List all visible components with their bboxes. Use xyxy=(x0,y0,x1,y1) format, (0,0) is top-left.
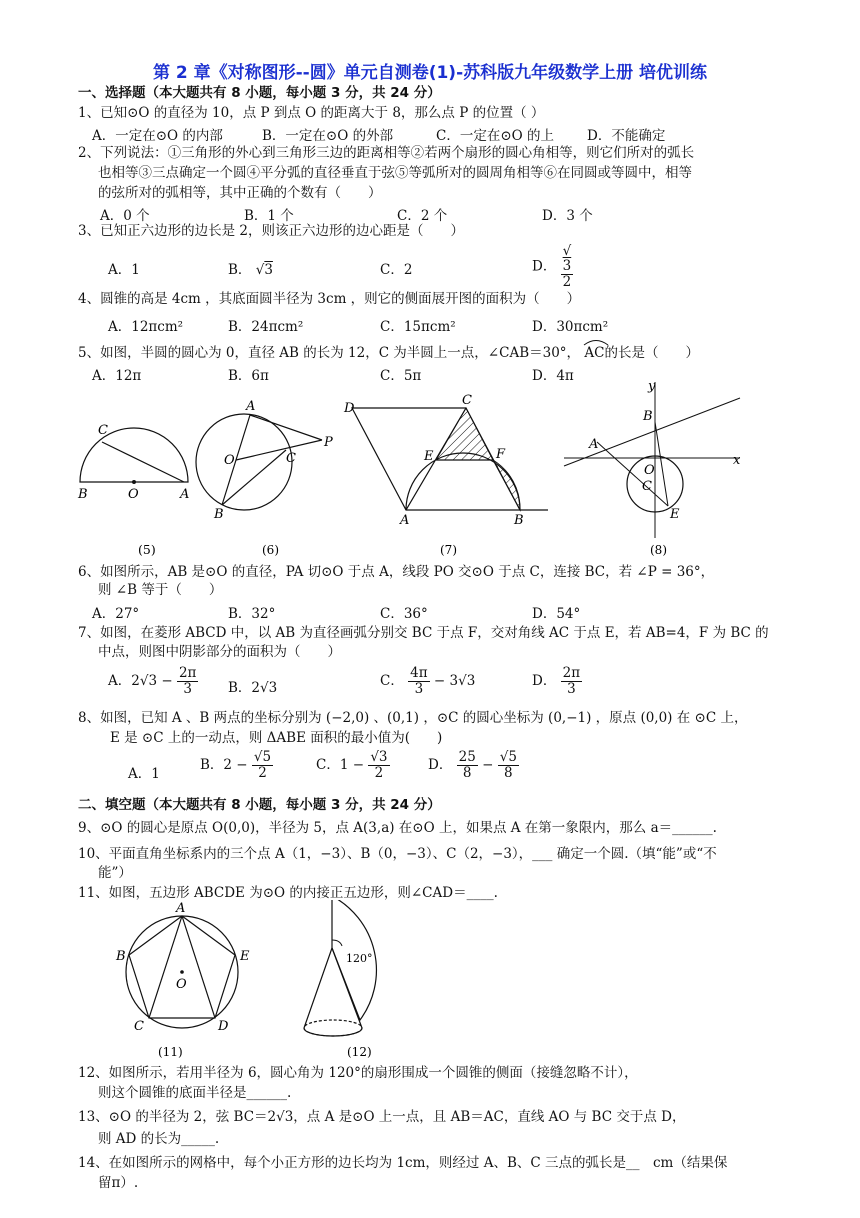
section-heading-fill: 二、填空题（本大题共有 8 小题，每小题 3 分，共 24 分） xyxy=(78,797,441,813)
q5-stem: 5、如图，半圆的圆心为 0，直径 AB 的长为 12，C 为半圆上一点，∠CAB＝30°， AC的长是（ ） xyxy=(78,340,699,362)
q6-option-b: B．32° xyxy=(228,606,276,622)
q1-option-c: C．一定在⊙O 的上 xyxy=(436,128,554,144)
q6-option-d: D．54° xyxy=(532,606,581,622)
q4-stem: 4、圆锥的高是 4cm ，其底面圆半径为 3cm ，则它的侧面展开图的面积为（ ） xyxy=(78,291,581,307)
q8-option-d: D． $\frac{25}{8}$ − $\frac{√5}{8}$ xyxy=(428,749,517,781)
q3-option-d: D． √ 3 2 xyxy=(532,243,572,290)
arc-symbol-icon xyxy=(583,338,609,346)
q6-line2: 则 ∠B 等于（ ） xyxy=(98,582,223,598)
q8-option-c: C．1 − $\frac{√3}{2}$ xyxy=(316,749,388,781)
f8-label-c: C xyxy=(642,479,652,494)
q7-option-a: A．2√3 − $\frac{2\pi}{3}$ xyxy=(108,665,197,697)
q13-line2: 则 AD 的长为_____. xyxy=(98,1131,220,1147)
q7-option-c: C． $\frac{4\pi}{3}$ − 3√3 xyxy=(380,665,476,697)
q8-option-a: A．1 xyxy=(128,766,160,782)
f7-label-a: A xyxy=(400,513,410,528)
q5-option-a: A．12π xyxy=(92,368,142,384)
f11-label-c: C xyxy=(134,1019,144,1034)
f6-label-a: A xyxy=(246,399,256,414)
f11-label-e: E xyxy=(240,949,250,964)
f7-label-b: B xyxy=(514,513,524,528)
q14-line1: 14、在如图所示的网格中，每个小正方形的边长均为 1cm，则经过 A、B、C 三点的弧长是__ cm（结果保 xyxy=(78,1155,728,1171)
q7-option-d: D． $\frac{2\pi}{3}$ xyxy=(532,665,581,697)
q12-line2: 则这个圆锥的底面半径是______. xyxy=(98,1085,292,1101)
figure-8 xyxy=(564,379,741,538)
f5-label-b: B xyxy=(78,487,88,502)
q14-line2: 留π）. xyxy=(98,1175,139,1191)
f6-label-b: B xyxy=(214,507,224,522)
q8-option-b: B．2 − $\frac{√5}{2}$ xyxy=(200,749,272,781)
q6-line1: 6、如图所示，AB 是⊙O 的直径，PA 切⊙O 于点 A，线段 PO 交⊙O 于点 C，连接 BC，若 ∠P = 36°， xyxy=(78,564,715,580)
q12-line1: 12、如图所示，若用半径为 6，圆心角为 120°的扇形围成一个圆锥的侧面（接缝忽略不计）， xyxy=(78,1065,638,1081)
f8-label-y: y xyxy=(648,379,656,394)
f12-caption: (12) xyxy=(347,1045,372,1059)
q2-option-b: B．1 个 xyxy=(244,208,294,224)
q4-option-b: B．24πcm² xyxy=(228,319,304,335)
q2-option-c: C．2 个 xyxy=(397,208,448,224)
q4-option-c: C．15πcm² xyxy=(380,319,456,335)
f8-label-o: O xyxy=(644,463,655,478)
section-heading-choice: 一、选择题（本大题共有 8 小题，每小题 3 分，共 24 分） xyxy=(78,85,441,101)
figure-11 xyxy=(115,901,250,1034)
q6-option-c: C．36° xyxy=(380,606,428,622)
f8-label-x: x xyxy=(733,453,741,468)
figure-5 xyxy=(77,423,189,502)
f5-label-o: O xyxy=(128,487,139,502)
q5-option-d: D．4π xyxy=(532,368,574,384)
q10-line1: 10、平面直角坐标系内的三个点 A（1，−3）、B（0，−3）、C（2，−3），___ 确定一个圆.（填“能”或“不 xyxy=(78,846,717,862)
q2-option-d: D．3 个 xyxy=(542,208,593,224)
f8-label-a: A xyxy=(589,437,599,452)
q7-option-b: B．2√3 xyxy=(228,680,278,696)
q3-option-b: B． √3 xyxy=(228,262,273,278)
q5-option-b: B．6π xyxy=(228,368,269,384)
q4-option-a: A．12πcm² xyxy=(108,319,184,335)
q7-line2: 中点，则图中阴影部分的面积为（ ） xyxy=(98,644,341,660)
page-title: 第 2 章《对称图形--圆》单元自测卷(1)-苏科版九年级数学上册 培优训练 xyxy=(152,63,708,83)
figure-6 xyxy=(196,399,333,522)
q1-option-b: B．一定在⊙O 的外部 xyxy=(262,128,394,144)
figures-row-1 xyxy=(0,378,860,558)
f8-label-e: E xyxy=(670,507,680,522)
figure-7 xyxy=(343,393,548,528)
figure-12 xyxy=(304,900,376,1036)
q4-option-d: D．30πcm² xyxy=(532,319,609,335)
q2-line2: 也相等③三点确定一个圆④平分弧的直径垂直于弦⑤等弧所对的圆周角相等⑥在同圆或等圆中，相等 xyxy=(98,165,692,181)
q1-stem: 1、已知⊙O 的直径为 10，点 P 到点 O 的距离大于 8，那么点 P 的位置（ ） xyxy=(78,105,545,121)
f7-label-e: E xyxy=(424,449,434,464)
q9-text: 9、⊙O 的圆心是原点 O(0,0)，半径为 5，点 A(3,a) 在⊙O 上，如果点 A 在第一象限内，那么 a＝______. xyxy=(78,820,717,836)
q3-option-c: C．2 xyxy=(380,262,413,278)
q5-option-c: C．5π xyxy=(380,368,422,384)
f7-label-f: F xyxy=(496,447,506,462)
q2-line3: 的弦所对的弧相等，其中正确的个数有（ ） xyxy=(98,185,382,201)
q1-option-a: A．一定在⊙O 的内部 xyxy=(92,128,223,144)
f7-label-d: D xyxy=(344,401,355,416)
f6-caption: (6) xyxy=(262,543,279,557)
q13-line1: 13、⊙O 的半径为 2，弦 BC＝2√3，点 A 是⊙O 上一点，且 AB＝AC，直线 AO 与 BC 交于点 D， xyxy=(78,1109,686,1125)
f11-caption: (11) xyxy=(158,1045,183,1059)
f11-label-b: B xyxy=(116,949,126,964)
f6-label-c: C xyxy=(286,451,296,466)
f6-label-o: O xyxy=(224,453,235,468)
f8-label-b: B xyxy=(643,409,653,424)
f7-caption: (7) xyxy=(440,543,457,557)
q10-line2: 能”） xyxy=(98,865,132,881)
q8-line2: E 是 ⊙C 上的一动点，则 ΔABE 面积的最小值为( ) xyxy=(110,730,443,746)
q3-stem: 3、已知正六边形的边长是 2，则该正六边形的边心距是（ ） xyxy=(78,223,464,239)
f5-label-a: A xyxy=(180,487,190,502)
f11-label-a: A xyxy=(176,901,186,916)
f7-label-c: C xyxy=(462,393,472,408)
q2-line1: 2、下列说法：①三角形的外心到三角形三边的距离相等②若两个扇形的圆心角相等，则它们所对的弧长 xyxy=(78,145,695,161)
q11-text: 11、如图，五边形 ABCDE 为⊙O 的内接正五边形，则∠CAD＝____. xyxy=(78,885,498,901)
f11-label-o: O xyxy=(176,977,187,992)
f6-label-p: P xyxy=(324,435,333,450)
f8-caption: (8) xyxy=(650,543,667,557)
q1-option-d: D．不能确定 xyxy=(587,128,666,144)
f5-label-c: C xyxy=(98,423,108,438)
f5-caption: (5) xyxy=(138,542,156,557)
q8-line1: 8、如图，已知 A 、B 两点的坐标分别为 (−2,0) 、(0,1) ，⊙C 的圆心坐标为 (0,−1) ，原点 (0,0) 在 ⊙C 上， xyxy=(78,710,748,726)
q6-option-a: A．27° xyxy=(92,606,140,622)
q3-option-a: A．1 xyxy=(108,262,140,278)
q2-option-a: A．0 个 xyxy=(100,208,150,224)
q7-line1: 7、如图，在菱形 ABCD 中，以 AB 为直径画弧分别交 BC 于点 F，交对角线 AC 于点 E，若 AB=4，F 为 BC 的 xyxy=(78,625,769,641)
f11-label-d: D xyxy=(218,1019,229,1034)
figures-row-2 xyxy=(0,900,860,1060)
f12-angle: 120° xyxy=(346,952,373,965)
